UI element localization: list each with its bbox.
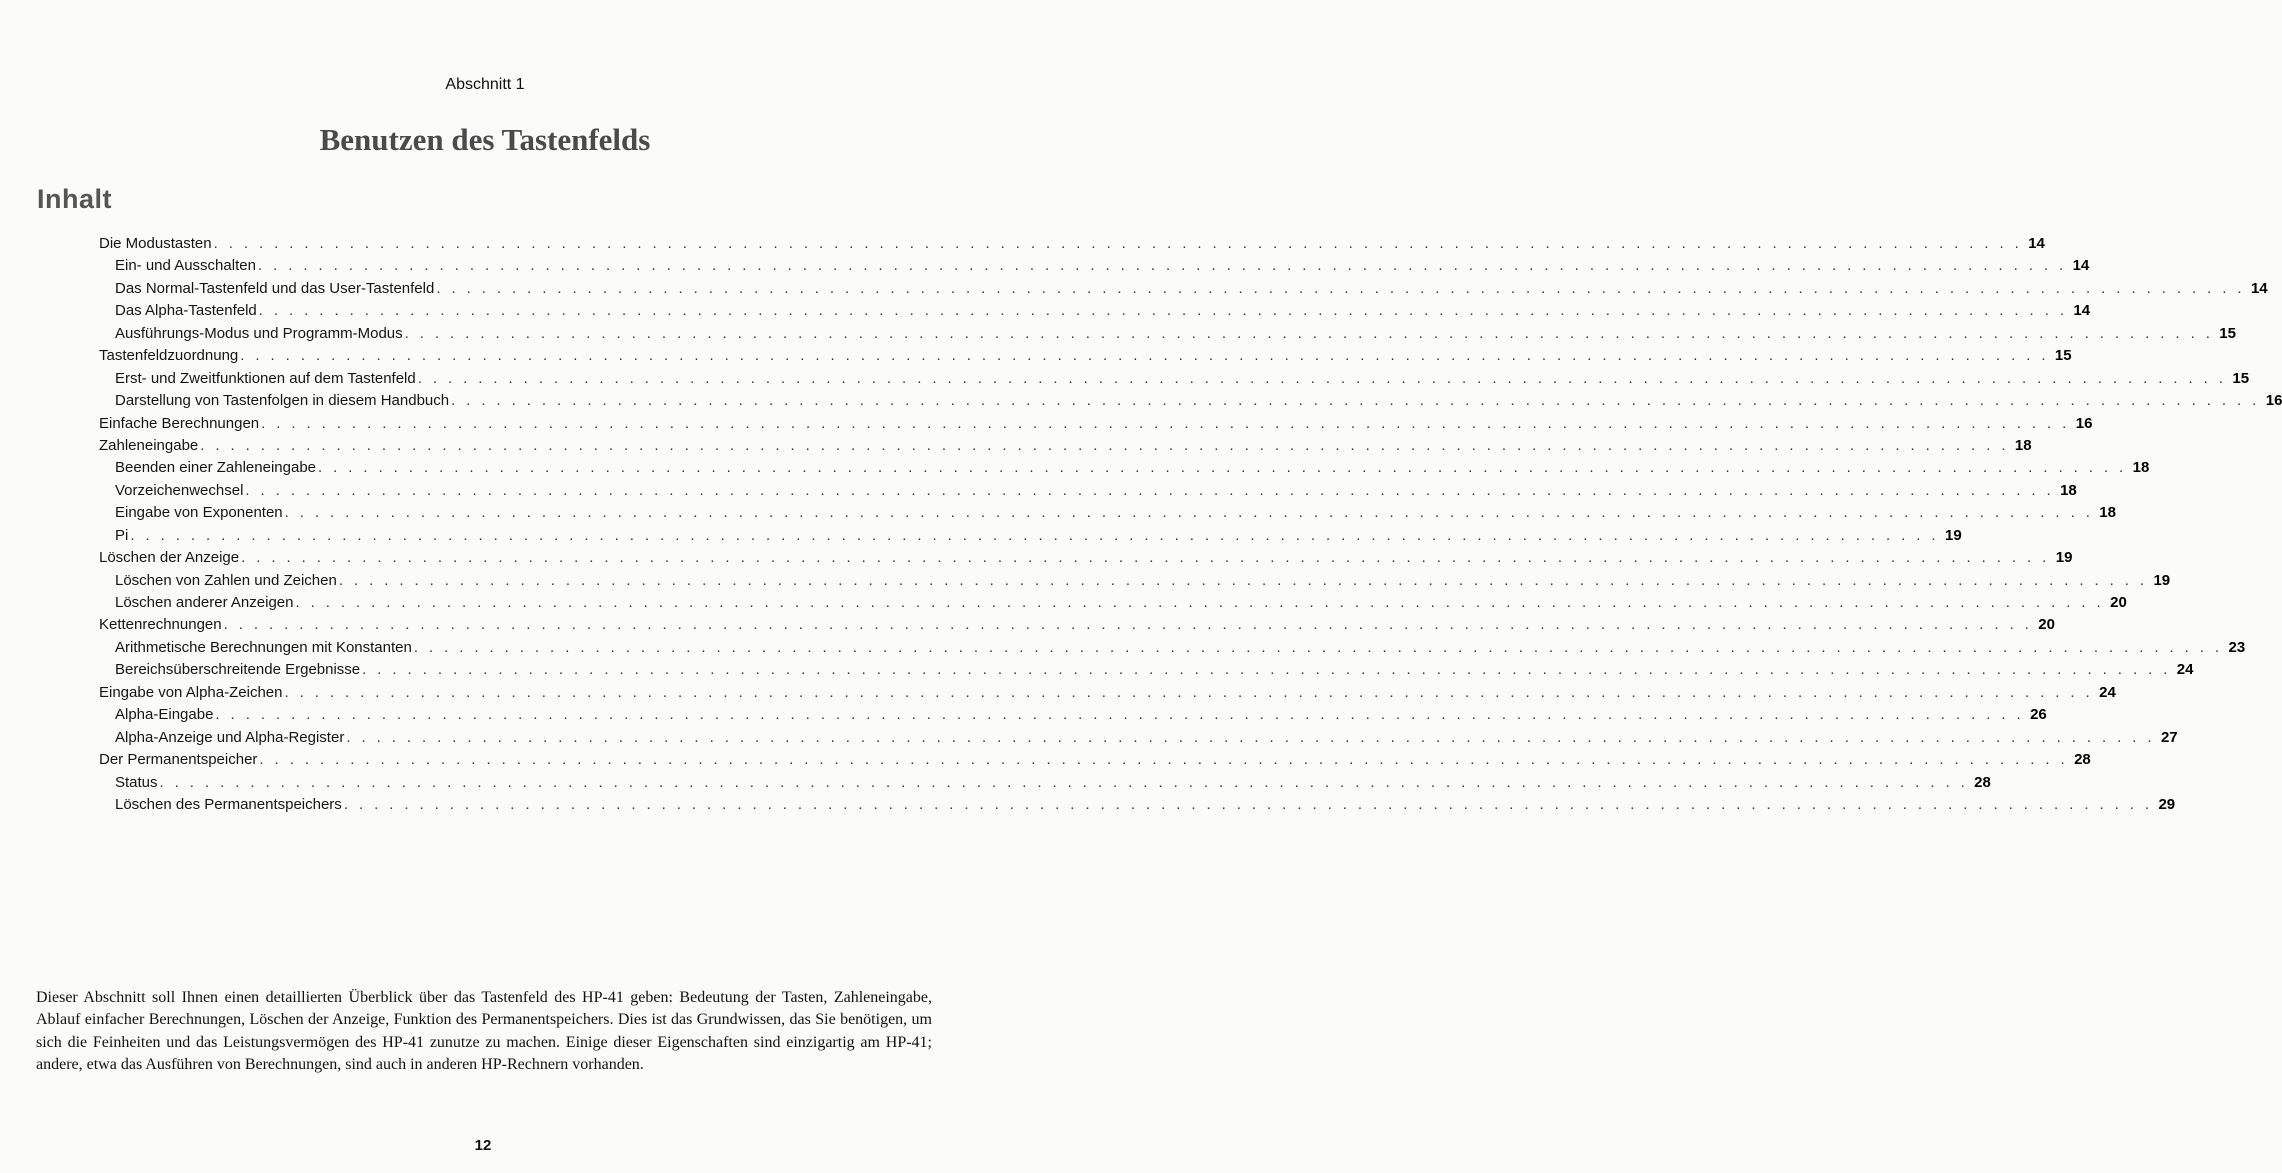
toc-entry-title: Ausführungs-Modus und Programm-Modus [115, 324, 403, 342]
toc-entry-title: Kettenrechnungen [99, 616, 222, 634]
toc-entry-title: Pi [115, 526, 129, 544]
toc-entry-title: Zahleneingabe [99, 436, 199, 454]
toc-entry-page: 18 [2014, 436, 2032, 454]
toc-entry [99, 459, 2150, 481]
toc-entry-title: Eingabe von Exponenten [115, 504, 283, 522]
chapter-title: Benutzen des Tastenfelds [319, 122, 651, 157]
toc-entry [99, 773, 1991, 796]
toc-entry [99, 257, 2090, 279]
toc-entry-title: Vorzeichenwechsel [115, 481, 244, 499]
toc-leader-dots: . . . . . . . . . . . . . . . . . . . . . . . . . . . . . . . . . . . . . . . . . . . . . . . . . . . . . . . . . . . . . . . . . . . . . . . . . . . . . . . . . . . . . . . . . . . . . . . . . . . . . . . . . . . . . . . . . . . . . . . . [338, 571, 2148, 589]
toc-leader-dots: . . . . . . . . . . . . . . . . . . . . . . . . . . . . . . . . . . . . . . . . . . . . . . . . . . . . . . . . . . . . . . . . . . . . . . . . . . . . . . . . . . . . . . . . . . . . . . . . . . . . . . . . . . . . . . . . . . . . . . . . [295, 594, 2105, 611]
toc-entry [99, 392, 2282, 414]
toc-leader-dots: . . . . . . . . . . . . . . . . . . . . . . . . . . . . . . . . . . . . . . . . . . . . . . . . . . . . . . . . . . . . . . . . . . . . . . . . . . . . . . . . . . . . . . . . . . . . . . . . . . . . . . . . . . . . . . . . . . . . . . . . [159, 773, 1969, 791]
toc-entry-title: Alpha-Anzeige und Alpha-Register [115, 728, 345, 746]
toc-entry-page: 26 [2030, 706, 2047, 724]
toc-leader-dots: . . . . . . . . . . . . . . . . . . . . . . . . . . . . . . . . . . . . . . . . . . . . . . . . . . . . . . . . . . . . . . . . . . . . . . . . . . . . . . . . . . . . . . . . . . . . . . . . . . . . . . . . . . . . . . . . . . . . . . . . [258, 302, 2068, 320]
toc-leader-dots: . . . . . . . . . . . . . . . . . . . . . . . . . . . . . . . . . . . . . . . . . . . . . . . . . . . . . . . . . . . . . . . . . . . . . . . . . . . . . . . . . . . . . . . . . . . . . . . . . . . . . . . . . . . . . . . . . . . . . . . . [404, 324, 2214, 342]
toc-entry-title: Darstellung von Tastenfolgen in diesem Handbuch [115, 392, 450, 410]
toc-entry [99, 369, 2250, 392]
toc-leader-dots: . . . . . . . . . . . . . . . . . . . . . . . . . . . . . . . . . . . . . . . . . . . . . . . . . . . . . . . . . . . . . . . . . . . . . . . . . . . . . . . . . . . . . . . . . . . . . . . . . . . . . . . . . . . . . . . . . . . . . . . . [362, 661, 2171, 679]
toc-entry [99, 751, 2091, 773]
toc-entry-title: Der Permanentspeicher [99, 751, 258, 769]
toc-leader-dots: . . . . . . . . . . . . . . . . . . . . . . . . . . . . . . . . . . . . . . . . . . . . . . . . . . . . . . . . . . . . . . . . . . . . . . . . . . . . . . . . . . . . . . . . . . . . . . . . . . . . . . . . . . . . . . . . . . . . . . . . [241, 549, 2050, 567]
toc-entry-page: 18 [2060, 481, 2077, 499]
table-of-contents [99, 235, 2282, 818]
toc-entry-page: 14 [2073, 302, 2091, 320]
toc-entry-title: Das Alpha-Tastenfeld [115, 302, 257, 320]
toc-entry-page: 16 [2265, 392, 2282, 410]
toc-leader-dots: . . . . . . . . . . . . . . . . . . . . . . . . . . . . . . . . . . . . . . . . . . . . . . . . . . . . . . . . . . . . . . . . . . . . . . . . . . . . . . . . . . . . . . . . . . . . . . . . . . . . . . . . . . . . . . . . . . . . . . . . [318, 459, 2127, 477]
toc-entry-title: Ein- und Ausschalten [115, 257, 256, 275]
toc-leader-dots: . . . . . . . . . . . . . . . . . . . . . . . . . . . . . . . . . . . . . . . . . . . . . . . . . . . . . . . . . . . . . . . . . . . . . . . . . . . . . . . . . . . . . . . . . . . . . . . . . . . . . . . . . . . . . . . . . . . . . . . . [261, 414, 2070, 432]
page-number: 12 [474, 1137, 492, 1154]
toc-entry-page: 18 [2099, 504, 2116, 522]
toc-leader-dots: . . . . . . . . . . . . . . . . . . . . . . . . . . . . . . . . . . . . . . . . . . . . . . . . . . . . . . . . . . . . . . . . . . . . . . . . . . . . . . . . . . . . . . . . . . . . . . . . . . . . . . . . . . . . . . . . . . . . . . . . [213, 235, 2023, 252]
toc-leader-dots: . . . . . . . . . . . . . . . . . . . . . . . . . . . . . . . . . . . . . . . . . . . . . . . . . . . . . . . . . . . . . . . . . . . . . . . . . . . . . . . . . . . . . . . . . . . . . . . . . . . . . . . . . . . . . . . . . . . . . . . . [436, 279, 2245, 297]
toc-entry-page: 19 [2055, 549, 2073, 567]
toc-leader-dots: . . . . . . . . . . . . . . . . . . . . . . . . . . . . . . . . . . . . . . . . . . . . . . . . . . . . . . . . . . . . . . . . . . . . . . . . . . . . . . . . . . . . . . . . . . . . . . . . . . . . . . . . . . . . . . . . . . . . . . . . [130, 526, 1939, 544]
toc-leader-dots: . . . . . . . . . . . . . . . . . . . . . . . . . . . . . . . . . . . . . . . . . . . . . . . . . . . . . . . . . . . . . . . . . . . . . . . . . . . . . . . . . . . . . . . . . . . . . . . . . . . . . . . . . . . . . . . . . . . . . . . . [284, 683, 2094, 701]
intro-paragraph: Dieser Abschnitt soll Ihnen einen detaillierten Überblick über das Tastenfeld des HP-41 geben: Bedeutung der Tasten, Zahleneingabe, Ablauf einfacher Berechnungen, Löschen der Anzeige, Funktion des Permanentspeichers. Dies ist das Grundwissen, das Sie benötigen, um sich die Feinheiten und das Leistungsvermögen des HP-41 zunutze zu machen. Einige dieser Eigenschaften sind einzigartig am HP-41; andere, etwa das Ausführen von Berechnungen, sind auch in anderen HP-Rechnern vorhanden. [36, 989, 932, 1073]
toc-entry [99, 235, 2045, 257]
toc-entry [99, 638, 2246, 661]
toc-entry-title: Tastenfeldzuordnung [99, 347, 239, 365]
toc-entry [99, 706, 2047, 728]
toc-entry-page: 23 [2228, 638, 2246, 656]
toc-leader-dots: . . . . . . . . . . . . . . . . . . . . . . . . . . . . . . . . . . . . . . . . . . . . . . . . . . . . . . . . . . . . . . . . . . . . . . . . . . . . . . . . . . . . . . . . . . . . . . . . . . . . . . . . . . . . . . . . . . . . . . . . [245, 481, 2055, 499]
toc-entry-page: 19 [2153, 571, 2171, 589]
toc-entry-title: Erst- und Zweitfunktionen auf dem Tastenfeld [115, 369, 416, 387]
toc-entry-title: Löschen der Anzeige [99, 549, 240, 567]
toc-entry [99, 683, 2116, 706]
toc-entry [99, 616, 2055, 638]
toc-leader-dots: . . . . . . . . . . . . . . . . . . . . . . . . . . . . . . . . . . . . . . . . . . . . . . . . . . . . . . . . . . . . . . . . . . . . . . . . . . . . . . . . . . . . . . . . . . . . . . . . . . . . . . . . . . . . . . . . . . . . . . . . [451, 392, 2260, 410]
toc-leader-dots: . . . . . . . . . . . . . . . . . . . . . . . . . . . . . . . . . . . . . . . . . . . . . . . . . . . . . . . . . . . . . . . . . . . . . . . . . . . . . . . . . . . . . . . . . . . . . . . . . . . . . . . . . . . . . . . . . . . . . . . . [284, 504, 2094, 522]
toc-leader-dots: . . . . . . . . . . . . . . . . . . . . . . . . . . . . . . . . . . . . . . . . . . . . . . . . . . . . . . . . . . . . . . . . . . . . . . . . . . . . . . . . . . . . . . . . . . . . . . . . . . . . . . . . . . . . . . . . . . . . . . . . [343, 795, 2153, 813]
toc-entry-page: 20 [2038, 616, 2055, 634]
toc-leader-dots: . . . . . . . . . . . . . . . . . . . . . . . . . . . . . . . . . . . . . . . . . . . . . . . . . . . . . . . . . . . . . . . . . . . . . . . . . . . . . . . . . . . . . . . . . . . . . . . . . . . . . . . . . . . . . . . . . . . . . . . . [200, 436, 2009, 454]
toc-entry [99, 414, 2093, 437]
toc-leader-dots: . . . . . . . . . . . . . . . . . . . . . . . . . . . . . . . . . . . . . . . . . . . . . . . . . . . . . . . . . . . . . . . . . . . . . . . . . . . . . . . . . . . . . . . . . . . . . . . . . . . . . . . . . . . . . . . . . . . . . . . . [346, 728, 2155, 746]
toc-entry [99, 795, 2176, 818]
toc-entry [99, 347, 2072, 369]
toc-entry [99, 504, 2116, 526]
toc-entry-page: 24 [2099, 683, 2116, 701]
toc-entry [99, 728, 2178, 751]
toc-entry-title: Bereichsüberschreitende Ergebnisse [115, 661, 361, 679]
toc-entry-title: Beenden einer Zahleneingabe [115, 459, 316, 477]
toc-entry-page: 15 [2219, 324, 2236, 342]
toc-entry-page: 24 [2176, 661, 2194, 679]
toc-leader-dots: . . . . . . . . . . . . . . . . . . . . . . . . . . . . . . . . . . . . . . . . . . . . . . . . . . . . . . . . . . . . . . . . . . . . . . . . . . . . . . . . . . . . . . . . . . . . . . . . . . . . . . . . . . . . . . . . . . . . . . . . [223, 616, 2033, 634]
toc-entry-title: Das Normal-Tastenfeld und das User-Tastenfeld [115, 279, 435, 297]
toc-leader-dots: . . . . . . . . . . . . . . . . . . . . . . . . . . . . . . . . . . . . . . . . . . . . . . . . . . . . . . . . . . . . . . . . . . . . . . . . . . . . . . . . . . . . . . . . . . . . . . . . . . . . . . . . . . . . . . . . . . . . . . . . [413, 638, 2223, 656]
toc-entry [99, 279, 2268, 302]
toc-leader-dots: . . . . . . . . . . . . . . . . . . . . . . . . . . . . . . . . . . . . . . . . . . . . . . . . . . . . . . . . . . . . . . . . . . . . . . . . . . . . . . . . . . . . . . . . . . . . . . . . . . . . . . . . . . . . . . . . . . . . . . . . [417, 369, 2227, 387]
toc-entry [99, 436, 2032, 459]
toc-entry [99, 481, 2077, 504]
toc-entry [99, 594, 2127, 616]
toc-entry-title: Arithmetische Berechnungen mit Konstanten [115, 638, 412, 656]
toc-entry-title: Eingabe von Alpha-Zeichen [99, 683, 283, 701]
toc-entry-title: Alpha-Eingabe [115, 706, 214, 724]
contents-heading: Inhalt [37, 184, 112, 214]
toc-entry-page: 29 [2158, 795, 2176, 813]
toc-entry-title: Löschen anderer Anzeigen [115, 594, 294, 611]
toc-entry [99, 324, 2236, 347]
toc-entry-title: Löschen des Permanentspeichers [115, 795, 342, 813]
toc-entry-page: 28 [1974, 773, 1991, 791]
toc-entry [99, 526, 1962, 549]
section-label: Abschnitt 1 [445, 76, 525, 93]
toc-entry-page: 15 [2054, 347, 2072, 365]
toc-leader-dots: . . . . . . . . . . . . . . . . . . . . . . . . . . . . . . . . . . . . . . . . . . . . . . . . . . . . . . . . . . . . . . . . . . . . . . . . . . . . . . . . . . . . . . . . . . . . . . . . . . . . . . . . . . . . . . . . . . . . . . . . [259, 751, 2069, 769]
toc-entry-page: 16 [2075, 414, 2093, 432]
toc-leader-dots: . . . . . . . . . . . . . . . . . . . . . . . . . . . . . . . . . . . . . . . . . . . . . . . . . . . . . . . . . . . . . . . . . . . . . . . . . . . . . . . . . . . . . . . . . . . . . . . . . . . . . . . . . . . . . . . . . . . . . . . . [215, 706, 2025, 724]
toc-entry-page: 19 [1944, 526, 1962, 544]
toc-entry-page: 14 [2028, 235, 2045, 252]
toc-entry-page: 27 [2160, 728, 2178, 746]
toc-entry-page: 28 [2074, 751, 2091, 769]
toc-entry-page: 15 [2232, 369, 2250, 387]
toc-leader-dots: . . . . . . . . . . . . . . . . . . . . . . . . . . . . . . . . . . . . . . . . . . . . . . . . . . . . . . . . . . . . . . . . . . . . . . . . . . . . . . . . . . . . . . . . . . . . . . . . . . . . . . . . . . . . . . . . . . . . . . . . [257, 257, 2067, 275]
toc-entry-page: 14 [2072, 257, 2090, 275]
toc-entry [99, 302, 2091, 324]
toc-entry-title: Die Modustasten [99, 235, 212, 252]
toc-leader-dots: . . . . . . . . . . . . . . . . . . . . . . . . . . . . . . . . . . . . . . . . . . . . . . . . . . . . . . . . . . . . . . . . . . . . . . . . . . . . . . . . . . . . . . . . . . . . . . . . . . . . . . . . . . . . . . . . . . . . . . . . [240, 347, 2049, 365]
toc-entry-title: Einfache Berechnungen [99, 414, 260, 432]
toc-entry-page: 14 [2250, 279, 2268, 297]
toc-entry-page: 18 [2132, 459, 2150, 477]
toc-entry-title: Löschen von Zahlen und Zeichen [115, 571, 337, 589]
toc-entry [99, 661, 2194, 683]
toc-entry [99, 549, 2073, 571]
toc-entry-title: Status [115, 773, 158, 791]
toc-entry [99, 571, 2171, 594]
toc-entry-page: 20 [2110, 594, 2127, 611]
